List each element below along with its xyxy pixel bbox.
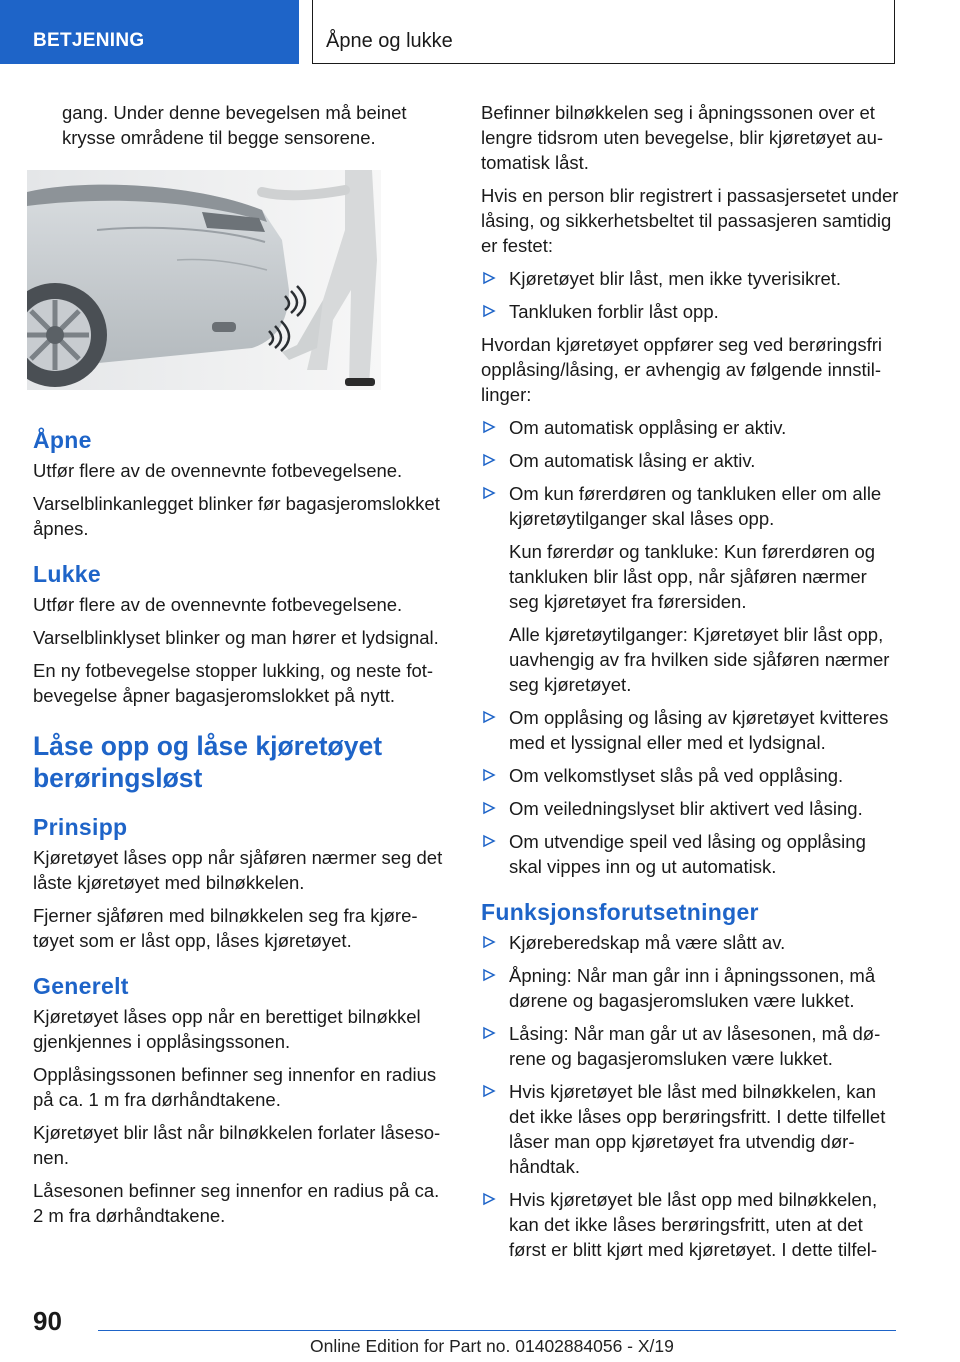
tailgate-foot-gesture-illustration bbox=[27, 170, 381, 390]
heading-general: Generelt bbox=[33, 973, 129, 999]
heading-principle: Prinsipp bbox=[33, 814, 128, 840]
list-item: Om opplåsing og låsing av kjøretøyet kvitteres med et lyssignal eller med et lydsignal. bbox=[481, 705, 899, 755]
sub-item-all-access: Alle kjøretøytilganger: Kjøretøyet blir låst opp, uavhengig av fra hvilken side sjåføren nærmer seg kjøretøyet. bbox=[509, 624, 890, 695]
triangle-bullet-icon bbox=[481, 709, 497, 725]
triangle-bullet-icon bbox=[481, 800, 497, 816]
right-text-2: Hvis en person blir registrert i passasjersetet under låsing, og sikkerhetsbeltet til passasjeren samtidig er festet: bbox=[481, 185, 899, 256]
list-item: Låsing: Når man går ut av låsesonen, må dørene og bagasjeromsluken være lukket. bbox=[481, 1021, 899, 1071]
open-text-1: Utfør flere av de ovennevnte fotbevegelsene. bbox=[33, 460, 403, 481]
requirements-list bbox=[481, 930, 899, 1262]
triangle-bullet-icon bbox=[481, 1025, 497, 1041]
section-title: BETJENING bbox=[33, 30, 145, 51]
right-text-1: Befinner bilnøkkelen seg i åpningssonen over et lengre tidsrom uten bevegelse, blir kjøretøyet automatisk låst. bbox=[481, 102, 884, 173]
heading-close: Lukke bbox=[33, 561, 101, 587]
page-number: 90 bbox=[33, 1306, 62, 1336]
general-text-1: Kjøretøyet låses opp når en berettiget bilnøkkel gjenkjennes i opplåsingssonen. bbox=[33, 1006, 421, 1052]
list-item: Om velkomstlyset slås på ved opplåsing. bbox=[481, 763, 899, 788]
general-text-4: Låsesonen befinner seg innenfor en radius på ca. 2 m fra dørhåndtakene. bbox=[33, 1180, 440, 1226]
triangle-bullet-icon bbox=[481, 452, 497, 468]
list-item: Kjøretøyet blir låst, men ikke tyverisikret. bbox=[481, 266, 899, 291]
list-item: Hvis kjøretøyet ble låst opp med bilnøkkelen, kan det ikke låses berøringsfritt, uten at det først er blitt kjørt med kjøretøyet. I dette tilfel- bbox=[481, 1187, 899, 1262]
list-item: Om utvendige speil ved låsing og opplåsing skal vippes inn og ut automatisk. bbox=[481, 829, 899, 879]
close-text-2: Varselblinklyset blinker og man hører et lydsignal. bbox=[33, 627, 439, 648]
list-item: Om veiledningslyset blir aktivert ved låsing. bbox=[481, 796, 899, 821]
footer-divider bbox=[98, 1330, 896, 1331]
triangle-bullet-icon bbox=[481, 485, 497, 501]
list-item: Om kun førerdøren og tankluken eller om alle kjøretøytilganger skal låses opp. bbox=[481, 481, 899, 531]
heading-requirements: Funksjonsforutsetninger bbox=[481, 899, 759, 925]
close-text-3: En ny fotbevegelse stopper lukking, og neste fotbevegelse åpner bagasjeromslokket på nytt. bbox=[33, 660, 434, 706]
general-text-3: Kjøretøyet blir låst når bilnøkkelen forlater låsesonen. bbox=[33, 1122, 441, 1168]
triangle-bullet-icon bbox=[481, 270, 497, 286]
settings-list bbox=[481, 415, 899, 879]
triangle-bullet-icon bbox=[481, 967, 497, 983]
triangle-bullet-icon bbox=[481, 934, 497, 950]
list-item: Om automatisk opplåsing er aktiv. bbox=[481, 415, 899, 440]
intro-text: gang. Under denne bevegelsen må beinet krysse områdene til begge sensorene. bbox=[62, 102, 407, 148]
close-text-1: Utfør flere av de ovennevnte fotbevegelsene. bbox=[33, 594, 403, 615]
triangle-bullet-icon bbox=[481, 419, 497, 435]
open-text-2: Varselblinkanlegget blinker før bagasjeromslokket åpnes. bbox=[33, 493, 440, 539]
triangle-bullet-icon bbox=[481, 303, 497, 319]
list-item: Kjøreberedskap må være slått av. bbox=[481, 930, 899, 955]
triangle-bullet-icon bbox=[481, 1191, 497, 1207]
triangle-bullet-icon bbox=[481, 833, 497, 849]
heading-open: Åpne bbox=[33, 427, 92, 453]
passenger-list bbox=[481, 266, 899, 324]
principle-text-1: Kjøretøyet låses opp når sjåføren nærmer seg det låste kjøretøyet med bilnøkkelen. bbox=[33, 847, 443, 893]
list-item: Tankluken forblir låst opp. bbox=[481, 299, 899, 324]
section-tab bbox=[0, 0, 299, 64]
list-item: Hvis kjøretøyet ble låst med bilnøkkelen, kan det ikke låses opp berøringsfritt. I dette tilfellet låser man opp kjøretøyet fra utvendig dørhåndtak. bbox=[481, 1079, 899, 1179]
chapter-title: Åpne og lukke bbox=[326, 30, 453, 52]
general-text-2: Opplåsingssonen befinner seg innenfor en radius på ca. 1 m fra dørhåndtakene. bbox=[33, 1064, 437, 1110]
chapter-header bbox=[312, 0, 895, 64]
list-item: Åpning: Når man går inn i åpningssonen, må dørene og bagasjeromsluken være lukket. bbox=[481, 963, 899, 1013]
footer-edition: Online Edition for Part no. 01402884056 - X/19 bbox=[310, 1336, 674, 1356]
right-column bbox=[481, 100, 899, 1270]
right-text-3: Hvordan kjøretøyet oppfører seg ved berøringsfri opplåsing/låsing, er avhengig av følgende innstillinger: bbox=[481, 334, 882, 405]
principle-text-2: Fjerner sjåføren med bilnøkkelen seg fra kjøretøyet som er låst opp, låses kjøretøyet. bbox=[33, 905, 418, 951]
triangle-bullet-icon bbox=[481, 1083, 497, 1099]
sub-item-driver-door: Kun førerdør og tankluke: Kun førerdøren og tankluken blir låst opp, når sjåføren nærmer seg kjøretøyet fra førersiden. bbox=[509, 541, 876, 612]
heading-keyless-lock: Låse opp og låse kjøretøyet berøringsløst bbox=[33, 731, 383, 793]
list-item: Om automatisk låsing er aktiv. bbox=[481, 448, 899, 473]
triangle-bullet-icon bbox=[481, 767, 497, 783]
left-column bbox=[33, 100, 451, 1236]
